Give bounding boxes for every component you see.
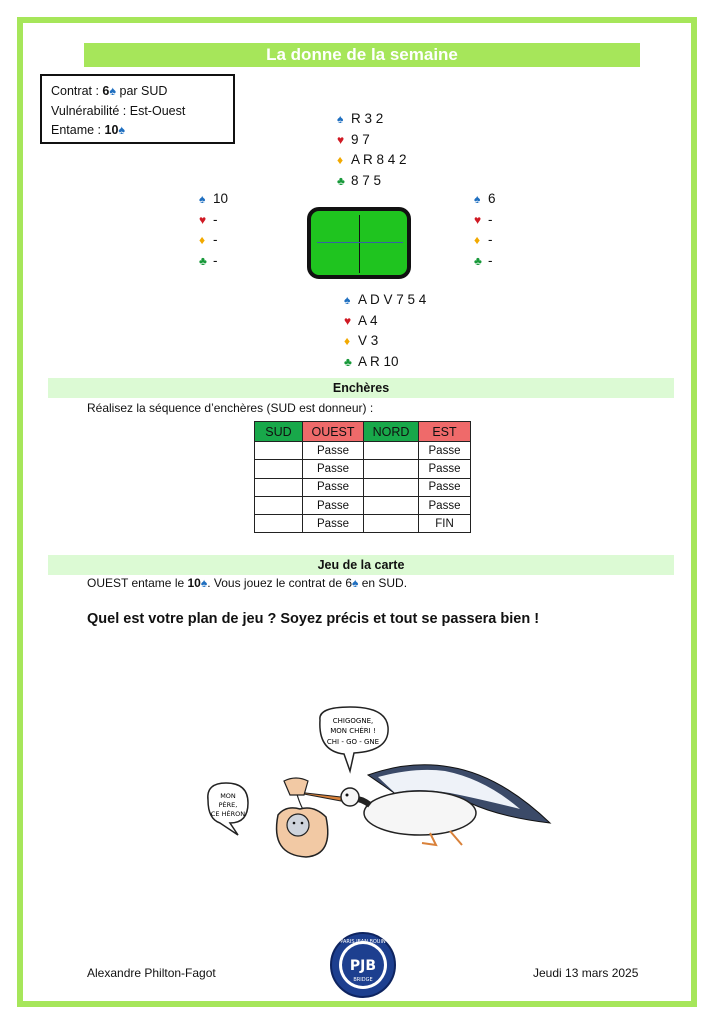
auction-cell: Passe bbox=[303, 515, 364, 533]
east-clubs: - bbox=[488, 252, 493, 268]
bubble-baby-line: CE HÉRON bbox=[210, 810, 246, 818]
spade-icon: ♠ bbox=[109, 84, 117, 98]
heart-icon: ♥ bbox=[474, 212, 482, 227]
auction-cell: Passe bbox=[303, 460, 364, 478]
spade-icon: ♠ bbox=[118, 123, 126, 137]
diamond-icon: ♦ bbox=[344, 334, 351, 348]
west-diamonds: - bbox=[213, 232, 218, 247]
vulnerability-line: Vulnérabilité : Est-Ouest bbox=[51, 103, 186, 118]
spade-icon: ♠ bbox=[474, 192, 481, 206]
svg-text:PARIS JEAN BOUIN: PARIS JEAN BOUIN bbox=[340, 939, 386, 945]
page-title: La donne de la semaine bbox=[84, 43, 640, 67]
lead-card: 10 bbox=[104, 123, 119, 137]
heart-icon: ♥ bbox=[199, 212, 207, 227]
hand-east bbox=[474, 189, 496, 271]
svg-text:BRIDGE: BRIDGE bbox=[353, 977, 373, 983]
auction-header-sud: SUD bbox=[255, 422, 303, 442]
lead-sentence: OUEST entame le 10♠. Vous jouez le contrat de 6♠ en SUD. bbox=[87, 576, 408, 590]
bridge-table-icon bbox=[307, 207, 411, 279]
hand-north bbox=[337, 109, 407, 191]
logo-initials: PJB bbox=[349, 958, 377, 974]
club-icon: ♣ bbox=[337, 173, 345, 188]
auction-header-est: EST bbox=[419, 422, 471, 442]
spade-icon: ♠ bbox=[337, 112, 344, 126]
contract-box bbox=[40, 74, 235, 144]
footer-author: Alexandre Philton-Fagot bbox=[87, 966, 216, 980]
east-hearts: - bbox=[488, 211, 493, 227]
hand-south bbox=[344, 290, 426, 372]
spade-icon: ♠ bbox=[200, 576, 208, 590]
south-diamonds: V 3 bbox=[358, 333, 379, 348]
south-hearts: A 4 bbox=[358, 312, 378, 328]
bubble-stork-line: MON CHÉRI ! bbox=[330, 727, 376, 735]
auction-header-ouest: OUEST bbox=[303, 422, 364, 442]
footer-date: Jeudi 13 mars 2025 bbox=[533, 966, 639, 980]
west-hearts: - bbox=[213, 211, 218, 227]
club-icon: ♣ bbox=[474, 253, 482, 268]
question-text: Quel est votre plan de jeu ? Soyez précis et tout se passera bien ! bbox=[87, 611, 540, 627]
club-icon: ♣ bbox=[344, 354, 352, 369]
auction-cell: Passe bbox=[303, 478, 364, 496]
bubble-stork-line: CHIGOGNE, bbox=[332, 717, 374, 725]
club-logo bbox=[329, 931, 397, 999]
auction-cell[interactable] bbox=[255, 515, 303, 533]
table-row bbox=[255, 460, 471, 478]
auction-cell: Passe bbox=[303, 496, 364, 514]
auction-cell: Passe bbox=[303, 442, 364, 460]
west-spades: 10 bbox=[213, 191, 229, 206]
heart-icon: ♥ bbox=[337, 132, 345, 147]
auction-instruction: Réalisez la séquence d’enchères (SUD est donneur) : bbox=[87, 401, 374, 415]
section-heading-auction: Enchères bbox=[48, 378, 674, 398]
south-spades: A D V 7 5 4 bbox=[358, 292, 427, 307]
auction-cell: Passe bbox=[419, 460, 471, 478]
auction-cell[interactable] bbox=[255, 496, 303, 514]
north-diamonds: A R 8 4 2 bbox=[351, 152, 407, 167]
diamond-icon: ♦ bbox=[337, 153, 344, 167]
diamond-icon: ♦ bbox=[199, 233, 206, 247]
west-clubs: - bbox=[213, 252, 218, 268]
auction-cell: Passe bbox=[419, 478, 471, 496]
auction-header-nord: NORD bbox=[364, 422, 419, 442]
auction-cell: Passe bbox=[419, 496, 471, 514]
heart-icon: ♥ bbox=[344, 313, 352, 328]
south-clubs: A R 10 bbox=[358, 353, 399, 369]
north-clubs: 8 7 5 bbox=[351, 172, 382, 188]
lead-line: Entame : 10♠ bbox=[51, 123, 126, 137]
diamond-icon: ♦ bbox=[474, 233, 481, 247]
auction-cell: Passe bbox=[419, 442, 471, 460]
contract-line: Contrat : 6♠ par SUD bbox=[51, 84, 168, 98]
bubble-baby-line: MON bbox=[220, 792, 236, 800]
table-row bbox=[255, 478, 471, 496]
section-heading-play: Jeu de la carte bbox=[48, 555, 674, 575]
auction-cell[interactable] bbox=[364, 442, 419, 460]
east-diamonds: - bbox=[488, 232, 493, 247]
auction-cell: FIN bbox=[419, 515, 471, 533]
hand-west bbox=[199, 189, 228, 271]
spade-icon: ♠ bbox=[352, 576, 359, 590]
auction-cell[interactable] bbox=[364, 478, 419, 496]
club-icon: ♣ bbox=[199, 253, 207, 268]
bubble-baby-line: PÈRE, bbox=[218, 801, 238, 809]
spade-icon: ♠ bbox=[344, 293, 351, 307]
auction-table bbox=[254, 421, 471, 533]
table-row bbox=[255, 496, 471, 514]
contract-level: 6 bbox=[102, 84, 110, 98]
auction-cell[interactable] bbox=[255, 442, 303, 460]
table-row bbox=[255, 515, 471, 533]
auction-cell[interactable] bbox=[364, 515, 419, 533]
bubble-stork-line: CHI - GO - GNE bbox=[326, 738, 380, 746]
north-hearts: 9 7 bbox=[351, 131, 370, 147]
auction-cell[interactable] bbox=[364, 460, 419, 478]
stork-cartoon-illustration bbox=[200, 705, 560, 875]
auction-cell[interactable] bbox=[255, 460, 303, 478]
east-spades: 6 bbox=[488, 191, 496, 206]
table-row bbox=[255, 442, 471, 460]
north-spades: R 3 2 bbox=[351, 111, 384, 126]
spade-icon: ♠ bbox=[199, 192, 206, 206]
auction-cell[interactable] bbox=[255, 478, 303, 496]
auction-cell[interactable] bbox=[364, 496, 419, 514]
